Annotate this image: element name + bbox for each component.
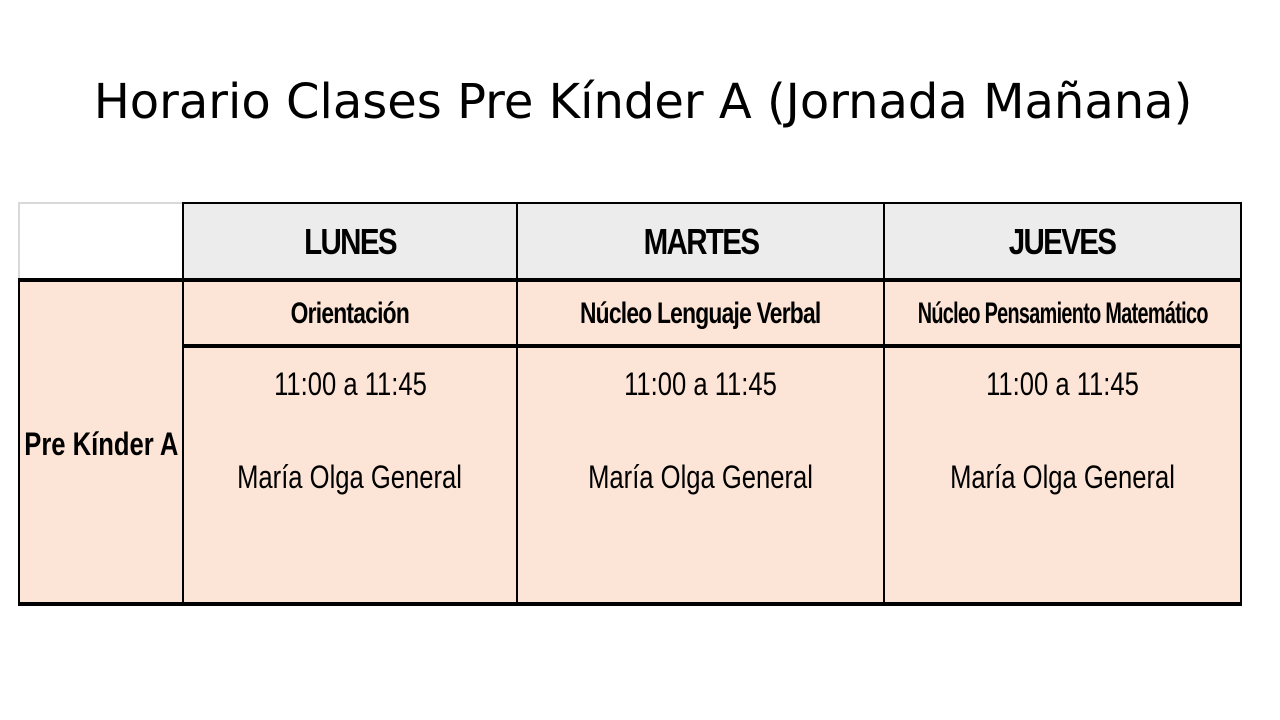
- day-header-label: LUNES: [304, 220, 396, 262]
- teacher-name: María Olga General: [237, 459, 463, 495]
- group-label: Pre Kínder A: [23, 425, 179, 462]
- subject-label: Núcleo Lenguaje Verbal: [580, 297, 821, 330]
- teacher-name: María Olga General: [588, 459, 813, 495]
- page-title: Horario Clases Pre Kínder A (Jornada Mañana): [93, 74, 1193, 130]
- table-corner-cell: [18, 202, 182, 279]
- class-time: 11:00 a 11:45: [624, 366, 777, 402]
- day-header-label: JUEVES: [1009, 220, 1116, 262]
- subject-label: Núcleo Pensamiento Matemático: [917, 297, 1208, 330]
- subject-cell-tuesday: [516, 282, 883, 346]
- detail-cell-tuesday: [516, 348, 883, 604]
- table-bottom-border: [18, 602, 1242, 606]
- schedule-table: [18, 202, 1242, 606]
- group-label-cell: [18, 282, 182, 606]
- day-header-monday: [182, 202, 516, 279]
- class-time: 11:00 a 11:45: [986, 366, 1139, 402]
- teacher-name: María Olga General: [950, 459, 1175, 495]
- day-header-tuesday: [516, 202, 883, 279]
- subject-cell-monday: [182, 282, 516, 346]
- subject-cell-thursday: [883, 282, 1242, 346]
- day-header-label: MARTES: [643, 220, 758, 262]
- subject-label: Orientación: [290, 297, 410, 330]
- detail-cell-monday: [182, 348, 516, 604]
- detail-cell-thursday: [883, 348, 1242, 604]
- class-time: 11:00 a 11:45: [273, 366, 427, 402]
- day-header-thursday: [883, 202, 1242, 279]
